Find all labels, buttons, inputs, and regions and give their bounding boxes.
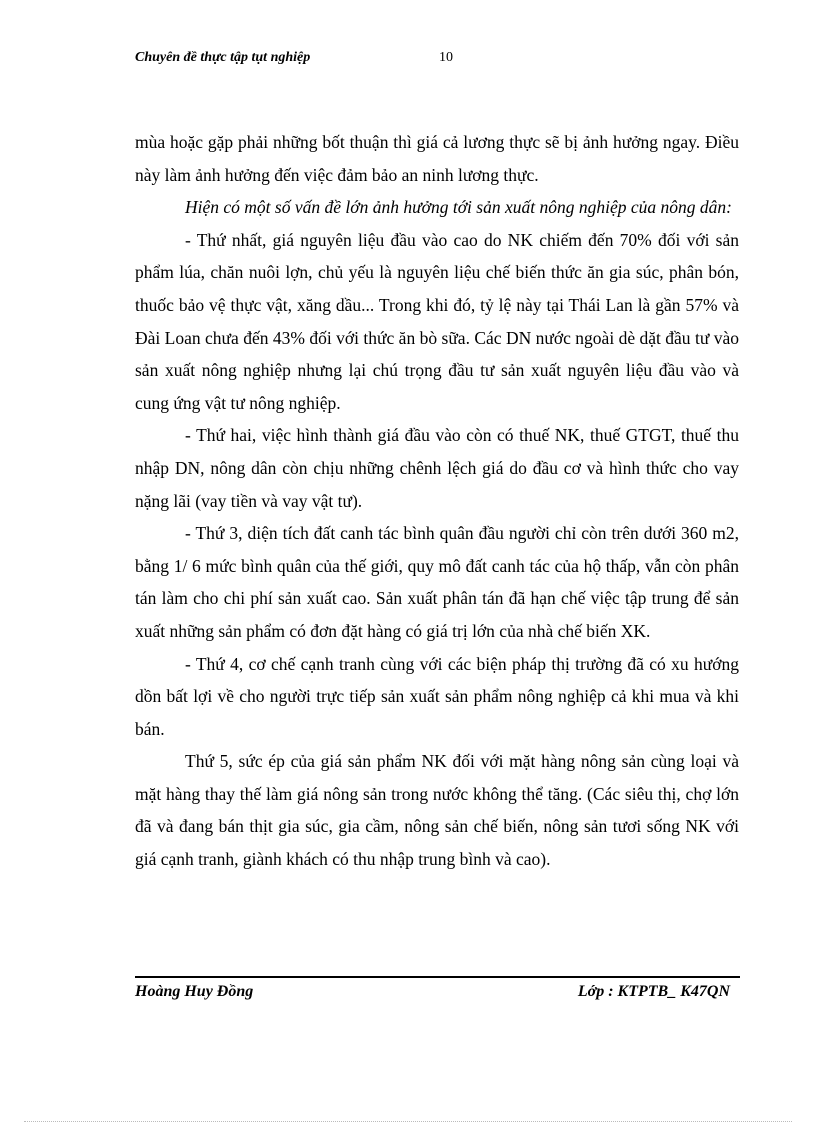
page-number: 10 (439, 50, 453, 65)
paragraph-point-5: Thứ 5, sức ép của giá sản phẩm NK đối với mặt hàng nông sản cùng loại và mặt hàng thay thế làm giá nông sản trong nước không thể tăng. (Các siêu thị, chợ lớn đã và đang bán thịt gia súc, gia cầm, nông sản chế biến, nông sản tươi sống NK với giá cạnh tranh, giành khách có thu nhập trung bình và cao). (135, 751, 739, 870)
footer-class: Lớp : KTPTB_ K47QN (577, 983, 730, 1000)
paragraph-point-3: - Thứ 3, diện tích đất canh tác bình quân đầu người chỉ còn trên dưới 360 m2, bằng 1/ 6 mức bình quân của thế giới, quy mô đất canh tác của hộ thấp, vẫn còn phân tán làm cho chi phí sản xuất cao. Sản xuất phân tán đã hạn chế việc tập trung để sản xuất những sản phẩm có đơn đặt hàng có giá trị lớn của nhà chế biến XK. (135, 523, 739, 641)
paragraph-continuation: mùa hoặc gặp phải những bốt thuận thì giá cả lương thực sẽ bị ảnh hưởng ngay. Điều này làm ảnh hưởng đến việc đảm bảo an ninh lương thực. (135, 132, 739, 185)
paragraph-point-2: - Thứ hai, việc hình thành giá đầu vào còn có thuế NK, thuế GTGT, thuế thu nhập DN, nông dân còn chịu những chênh lệch giá do đầu cơ và hình thức cho vay nặng lãi (vay tiền và vay vật tư). (135, 425, 739, 511)
paragraph-point-1: - Thứ nhất, giá nguyên liệu đầu vào cao do NK chiếm đến 70% đối với sản phẩm lúa, chăn nuôi lợn, chủ yếu là nguyên liệu chế biến thức ăn gia súc, phân bón, thuốc bảo vệ thực vật, xăng dầu... Trong khi đó, tỷ lệ này tại Thái Lan là gần 57% và Đài Loan chưa đến 43% đối với thức ăn bò sữa. Các DN nước ngoài dè dặt đầu tư vào sản xuất nông nghiệp nhưng lại chú trọng đầu tư sản xuất nguyên liệu đầu vào và cung ứng vật tư nông nghiệp. (135, 229, 739, 413)
footer-divider (135, 976, 740, 978)
paragraph-intro: Hiện có một số vấn đề lớn ảnh hưởng tới sản xuất nông nghiệp của nông dân: (185, 197, 732, 218)
footer-author: Hoàng Huy Đồng (135, 983, 254, 1000)
page-bottom-border (24, 1121, 792, 1122)
page-header (135, 50, 740, 70)
header-title: Chuyên đề thực tập tụt nghiệp (135, 50, 311, 65)
page-footer (135, 983, 740, 1005)
paragraph-point-4: - Thứ 4, cơ chế cạnh tranh cùng với các biện pháp thị trường đã có xu hướng dồn bất lợi về cho người trực tiếp sản xuất sản phẩm nông nghiệp cả khi mua và khi bán. (135, 653, 739, 739)
document-body (135, 126, 739, 876)
